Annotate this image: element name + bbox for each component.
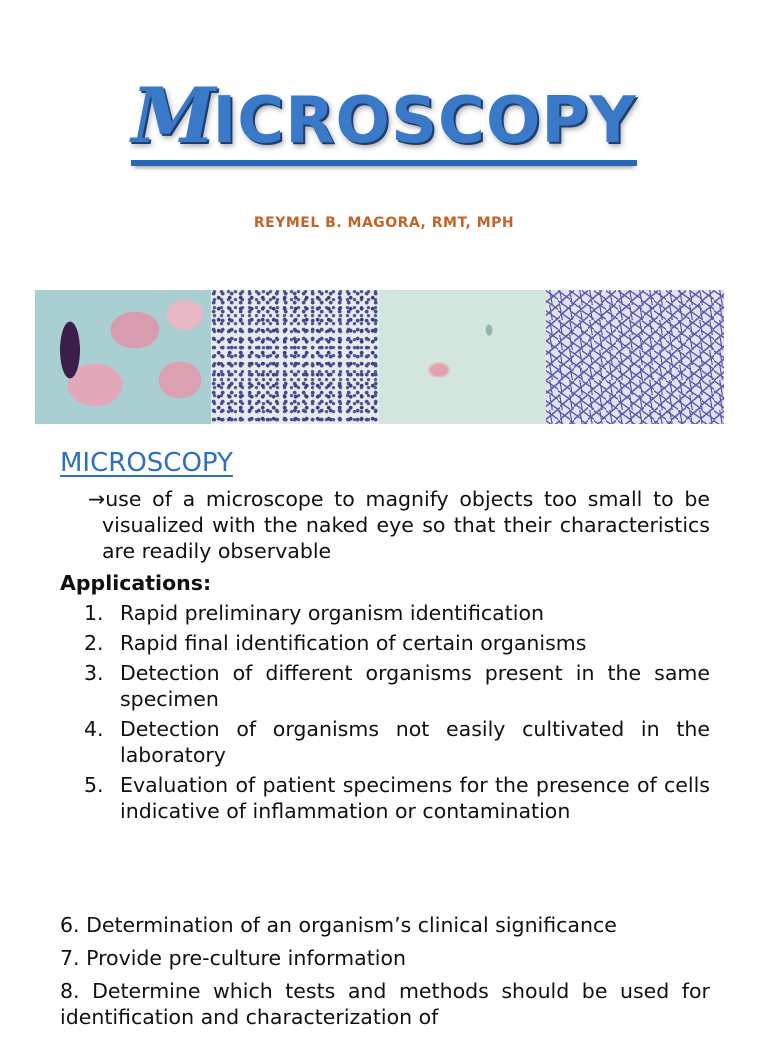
list-item: 7. Provide pre-culture information (60, 946, 406, 970)
list-item (84, 716, 710, 768)
list-item: 8. Determine which tests and methods should be used for identification and characterization of (60, 979, 710, 1029)
arrow-icon: → (88, 487, 106, 511)
micrograph-strip (35, 290, 724, 424)
definition-body: use of a microscope to magnify objects too small to be visualized with the naked eye so that their characteristics are readily observable (102, 487, 710, 563)
title-block (0, 71, 768, 166)
list-item-text: Evaluation of patient specimens for the presence of cells indicative of inflammation or contamination (120, 773, 710, 823)
page-title (131, 71, 637, 166)
title-rest: ICROSCOPY (212, 84, 637, 158)
list-item-number: 4. (84, 717, 104, 741)
definition-text (88, 486, 710, 564)
list-item-text: Rapid preliminary organism identification (120, 601, 544, 625)
purple-cocci-micrograph (211, 290, 379, 424)
list-item (84, 660, 710, 712)
applications-heading: Applications: (60, 571, 212, 595)
list-item-number: 2. (84, 631, 104, 655)
author-line: REYMEL B. MAGORA, RMT, MPH (253, 215, 515, 231)
applications-list (84, 600, 710, 828)
purple-bacilli-micrograph (546, 290, 724, 424)
pale-green-smear-micrograph (379, 290, 546, 424)
list-item (84, 630, 710, 656)
title-initial: M (131, 71, 217, 160)
list-item-text: Detection of different organisms present in the same specimen (120, 661, 710, 711)
more-applications-list (60, 912, 710, 1037)
pink-stained-cells-micrograph (35, 290, 211, 424)
list-item-number: 1. (84, 601, 104, 625)
list-item-number: 3. (84, 661, 104, 685)
list-item-text: Detection of organisms not easily cultivated in the laboratory (120, 717, 710, 767)
section-heading: MICROSCOPY (60, 448, 233, 478)
list-item (84, 772, 710, 824)
list-item-text: Rapid final identification of certain organisms (120, 631, 587, 655)
list-item: 6. Determination of an organism’s clinical significance (60, 913, 617, 937)
list-item-number: 5. (84, 773, 104, 797)
list-item (84, 600, 710, 626)
